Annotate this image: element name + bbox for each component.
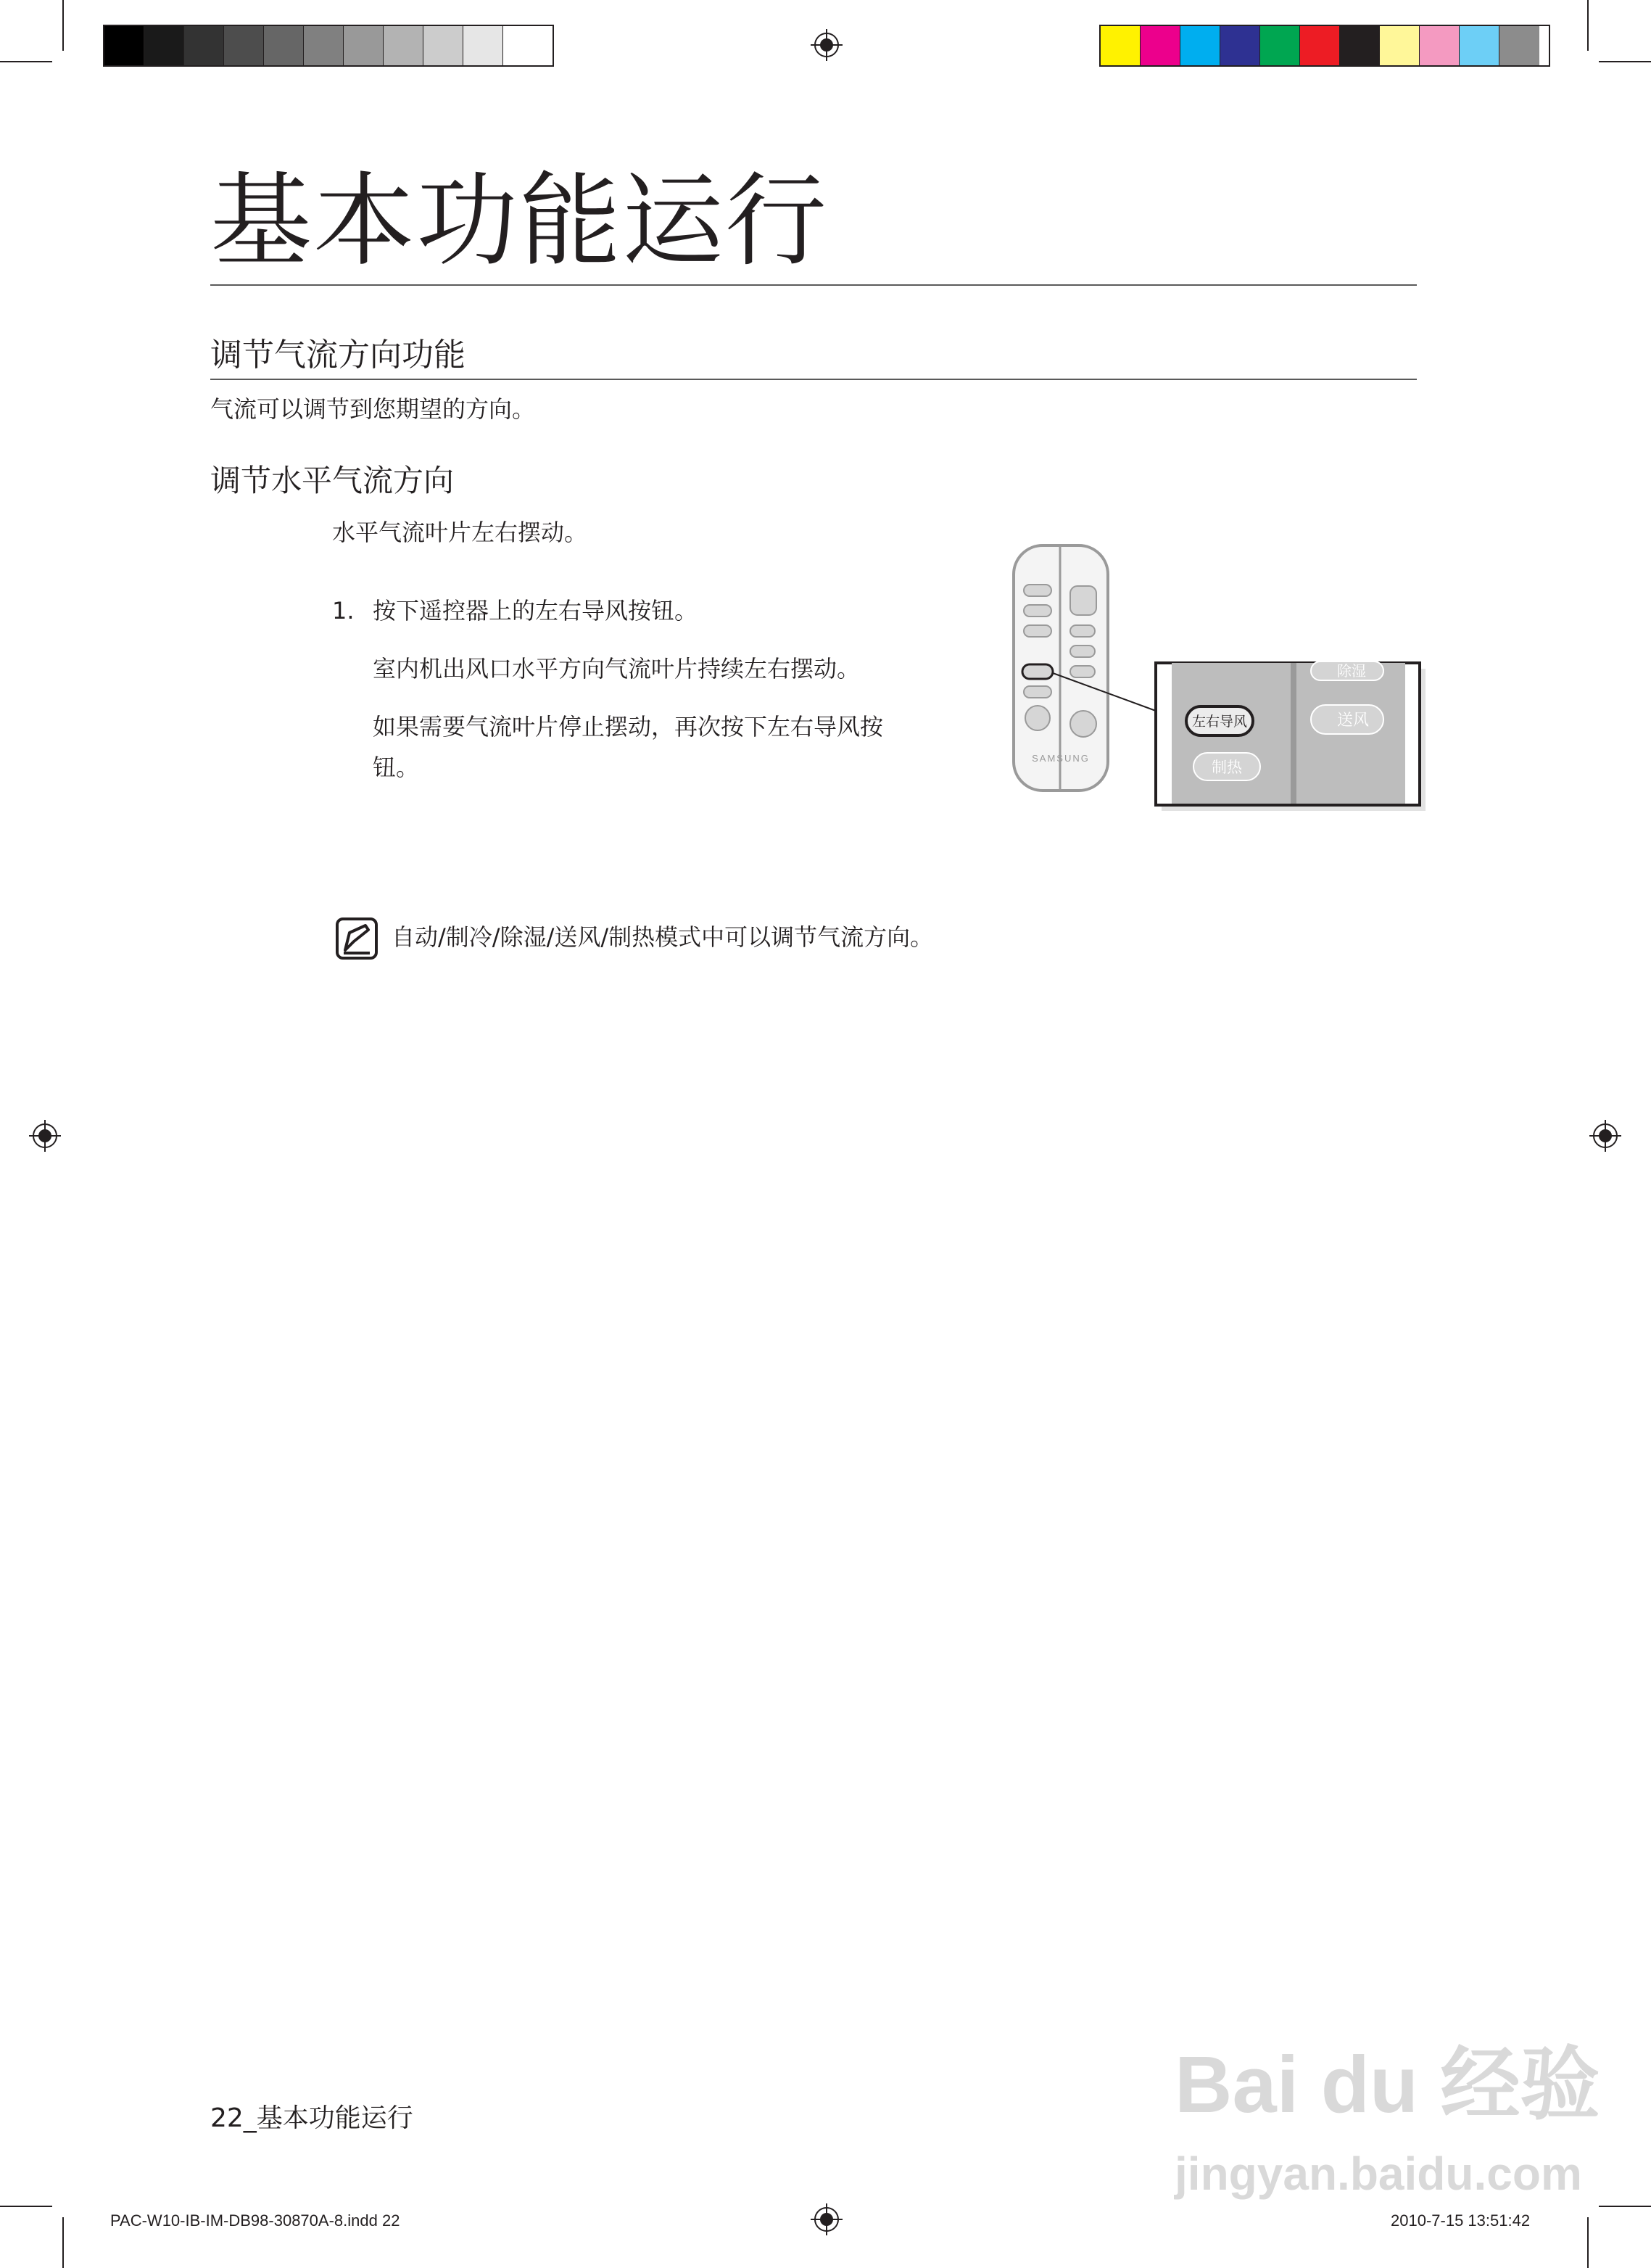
step-text: 按下遥控器上的左右导风按钮。 <box>373 597 698 624</box>
crop-mark <box>0 61 52 62</box>
step-detail-2-line1: 如果需要气流叶片停止摆动，再次按下左右导风按 <box>373 713 884 741</box>
remote-fan-button-label: 送风 <box>1336 712 1370 730</box>
section-heading: 调节气流方向功能 <box>210 337 465 374</box>
footer-file-name: PAC-W10-IB-IM-DB98-30870A-8.indd 22 <box>110 2211 400 2230</box>
color-swatch <box>384 26 423 65</box>
remote-heat-button-label: 制热 <box>1212 759 1242 776</box>
color-swatch <box>1220 26 1260 65</box>
color-swatch <box>1141 26 1180 65</box>
step-detail-1: 室内机出风口水平方向气流叶片持续左右摆动。 <box>373 655 861 683</box>
crop-mark <box>1587 2217 1589 2268</box>
crop-mark <box>0 2206 52 2207</box>
color-swatch <box>1499 26 1539 65</box>
color-swatch <box>1260 26 1300 65</box>
color-swatch <box>304 26 344 65</box>
color-swatch <box>1420 26 1460 65</box>
color-swatch <box>503 26 543 65</box>
registration-mark-icon <box>811 29 843 61</box>
crop-mark <box>1587 0 1589 51</box>
crop-mark <box>62 2217 64 2268</box>
remote-dry-button-label: 除湿 <box>1337 662 1366 680</box>
step-detail-2-line2: 钮。 <box>373 754 420 781</box>
color-swatch-strip <box>1099 25 1550 67</box>
registration-mark-icon <box>811 2203 843 2235</box>
remote-brand-label: SAMSUNG <box>1032 753 1090 764</box>
color-swatch <box>1460 26 1499 65</box>
crop-mark <box>1599 2206 1651 2207</box>
step-number: 1. <box>332 597 355 624</box>
subsection-intro: 水平气流叶片左右摆动。 <box>332 519 588 546</box>
remote-control-illustration <box>1008 543 1428 811</box>
title-divider <box>210 284 1417 286</box>
color-swatch <box>264 26 304 65</box>
baidu-watermark-logo: Bai du 经验 <box>1175 2040 1600 2129</box>
color-swatch <box>463 26 503 65</box>
registration-mark-icon <box>1589 1120 1621 1152</box>
color-swatch <box>184 26 224 65</box>
color-swatch <box>423 26 463 65</box>
color-swatch <box>1340 26 1380 65</box>
grayscale-swatch-strip <box>103 25 554 67</box>
crop-mark <box>62 0 64 51</box>
color-swatch <box>344 26 384 65</box>
color-swatch <box>1380 26 1420 65</box>
color-swatch <box>224 26 264 65</box>
subsection-heading: 调节水平气流方向 <box>210 463 455 498</box>
page-title: 基本功能运行 <box>210 162 829 281</box>
color-swatch <box>1180 26 1220 65</box>
page-number-label: 22_基本功能运行 <box>210 2103 413 2133</box>
note-pencil-icon <box>335 917 378 960</box>
footer-timestamp: 2010-7-15 13:51:42 <box>1391 2211 1531 2230</box>
color-swatch <box>104 26 144 65</box>
color-swatch <box>144 26 184 65</box>
remote-highlight-button-label: 左右导风 <box>1191 714 1248 730</box>
baidu-watermark-url: jingyan.baidu.com <box>1175 2148 1582 2200</box>
section-intro: 气流可以调节到您期望的方向。 <box>210 395 536 423</box>
section-divider <box>210 379 1417 380</box>
registration-mark-icon <box>29 1120 61 1152</box>
crop-mark <box>1599 61 1651 62</box>
color-swatch <box>1101 26 1141 65</box>
note-text: 自动/制冷/除湿/送风/制热模式中可以调节气流方向。 <box>392 923 934 951</box>
color-swatch <box>1300 26 1340 65</box>
